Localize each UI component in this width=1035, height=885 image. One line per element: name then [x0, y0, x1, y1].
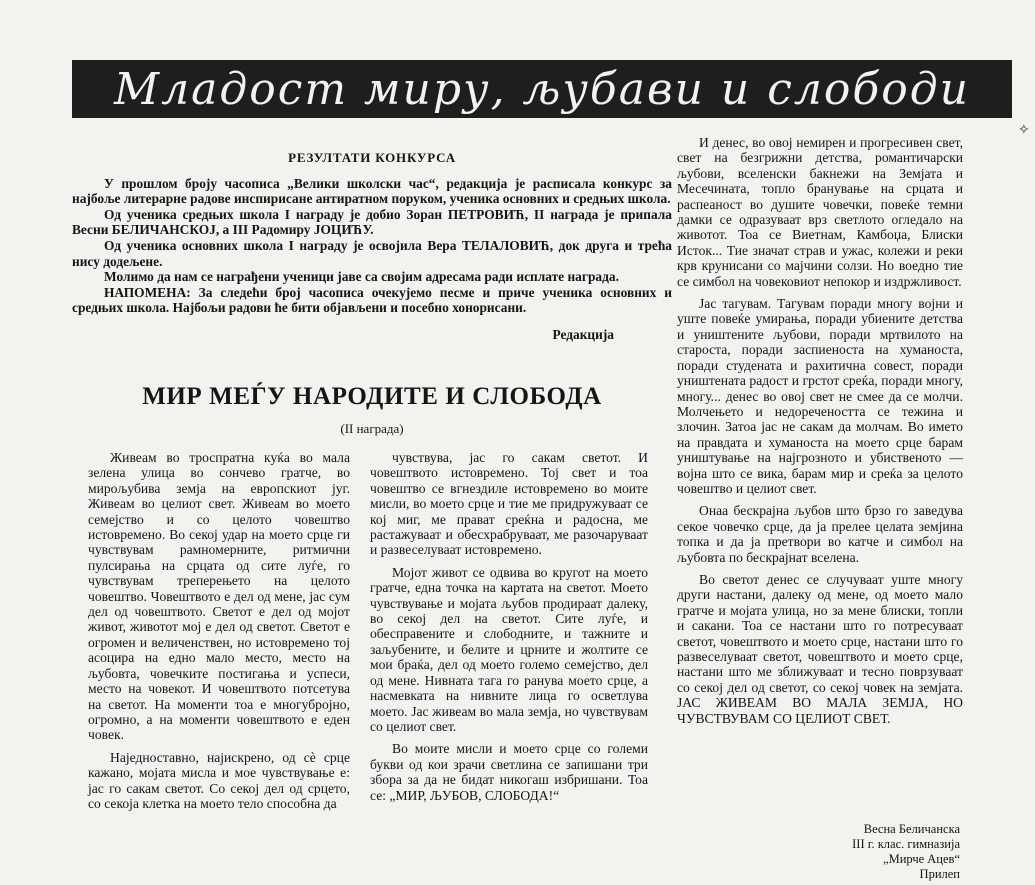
author-name: Весна Беличанска	[863, 822, 960, 836]
article-column-3	[677, 135, 963, 733]
article-title: МИР МЕЃУ НАРОДИТЕ И СЛОБОДА	[142, 383, 602, 410]
corner-mark: ✧	[1018, 123, 1030, 138]
article-column-1	[88, 450, 350, 818]
article-paragraph: Онаа бескрајна љубов што брзо го заведува секое човечко срце, да ја прелее целата земјина топка и да ја претвори во катче и симбол на љубовта по бескрајнат вселена.	[677, 503, 963, 565]
article-column-2	[370, 450, 648, 810]
results-paragraph: Од ученика основних школа I награду је освојила Вера ТЕЛАЛОВИЋ, док друга и трећа нису додељене.	[72, 237, 672, 269]
article-paragraph: Наједноставно, најискрено, од сѐ срце кажано, мојата мисла и мое чувствување е: јас го сакам светот. Со секој дел од срцето, со секоја клетка на моето тело способна да	[88, 749, 350, 811]
contest-results-section	[72, 150, 672, 343]
results-paragraph: У прошлом броју часописа „Велики школски час“, редакција је расписала конкурс за најбоље литерарне радове инспирисане антиратном поруком, ученика основних и средњих школа.	[72, 175, 672, 207]
author-city: Прилеп	[919, 867, 960, 881]
article-paragraph: Живеам во троспратна куќа во мала зелена улица во сончево гратче, во мирољубива земја на европскиот југ. Живеам во целиот свет. Живеам во моето семејство и со целото човештво истовремено. Во секој удар на моето срце ги чувствувам рамномерните, ритмични пулсирања на срцата од сите луѓе, го чувствувам треперењето на целото човештво. Човештвото е дел од мене, јас сум дел од човештвото. Светот е дел од мојот живот, животот мој е дел од светот. Светот е огромен и величенствен, но истовремено тој асоцира на едно мало место, место на љубовта, човечките постигања и успеси, место на човекот. И човештвото потсетува на светот. На моменти тоа е многубројно, огромно, а на моменти човештвото е еден човек.	[88, 450, 350, 743]
article-paragraph: Јас тагувам. Тагувам поради многу војни и уште повеќе умирања, поради убиените детства и уништените љубови, поради мртвилото на староста, поради заспиеноста на хуманоста, поради студената и рахитична совест, поради уништената радост и грстот среќа, поради многу, многу... денес во овој свет не смее да се молчи. Молчењето и недоречеността се тежина и злочин. Затоа јас не сакам да молчам. Во името на правдата и хуманоста на моето срце барам уништување на најгрозното и убиственото — војна што се вика, барам мир и среќа за целото човештво и целиот свет.	[677, 296, 963, 496]
results-paragraph: НАПОМЕНА: За следећи број часописа очекујемо песме и приче ученика основних и средњих школа. Најбољи радови ће бити објављени и посебно хонорисани.	[72, 284, 672, 316]
results-paragraph: Од ученика средњих школа I награду је добио Зоран ПЕТРОВИЋ, II награда је припала Весни БЕЛИЧАНСКОЈ, а III Радомиру ЈОЦИЋУ.	[72, 206, 672, 238]
article-paragraph: чувствува, јас го сакам светот. И човештвото истовремено. Тој свет и тоа човештво се вгнездиле истовремено во моите мисли, во моето срце и тие ме придружуваат се кој миг, ме прават среќна и радосна, ме растажуваат и обесхрабруваат, ме разочаруваат и развеселуваат истовремено.	[370, 450, 648, 558]
article-subtitle: (II награда)	[340, 421, 404, 436]
results-paragraph: Молимо да нам се награђени ученици јаве са својим адресама ради исплате награда.	[104, 269, 619, 285]
article-paragraph: И денес, во овој немирен и прогресивен свет, свет на безгрижни детства, романтичарски љубови, вселенски бакнежи на Земјата и Месечината, топло бранување на срцата и распеаност во душите човечки, повеќе темни дамки се одразуваат врз светлото огледало на животот. Тоа се Виетнам, Камбоџа, Блиски Исток... Тие значат страв и ужас, колежи и реки крв крунисани со мајчини солзи. Но воедно тие се симбол на човековиот непокор и издржливост.	[677, 135, 963, 289]
results-signature: Редакција	[552, 326, 614, 342]
banner-title: Младост миру, љубави и слободи	[72, 60, 1012, 118]
author-class: III г. клас. гимназија	[852, 837, 960, 851]
author-school: „Мирче Ацев“	[883, 852, 960, 866]
article-paragraph: Во моите мисли и моето срце со големи букви од кои зрачи светлина се запишани три збора за да не бидат никогаш избришани. Тоа се: „МИР, ЉУБОВ, СЛОБОДА!“	[370, 741, 648, 803]
article-paragraph: Во светот денес се случуваат уште многу други настани, далеку од мене, од моето мало гратче и мојата улица, но за мене блиски, топли и сакани. Тоа се настани што го потресуваат светот, човештвото и моето срце, настани што го развеселуваат светот, човештвото и моето срце, настани што ме зближуваат и тесно поврзуваат со секој дел од светот, со секој човек на земјата. ЈАС ЖИВЕАМ ВО МАЛА ЗЕМЈА, НО ЧУВСТВУВАМ СО ЦЕЛИОТ СВЕТ.	[677, 571, 963, 726]
article-paragraph: Мојот живот се одвива во кругот на моето гратче, една точка на картата на светот. Моето чувствување и мојата љубов продираат далеку, во секој дел на светот. Сите луѓе, и обесправените и слободните, и тажните и заљубените, и белите и црните и жолтите се мои браќа, дел од моето големо семејство, дел од мене. Нивната тага го ранува моето срце, а насмевката на нивните лица го осветлува моето. Јас живеам во мала земја, но чувствувам со целиот свет.	[370, 564, 648, 734]
author-signature	[760, 822, 960, 882]
results-heading: РЕЗУЛТАТИ КОНКУРСА	[288, 150, 456, 165]
